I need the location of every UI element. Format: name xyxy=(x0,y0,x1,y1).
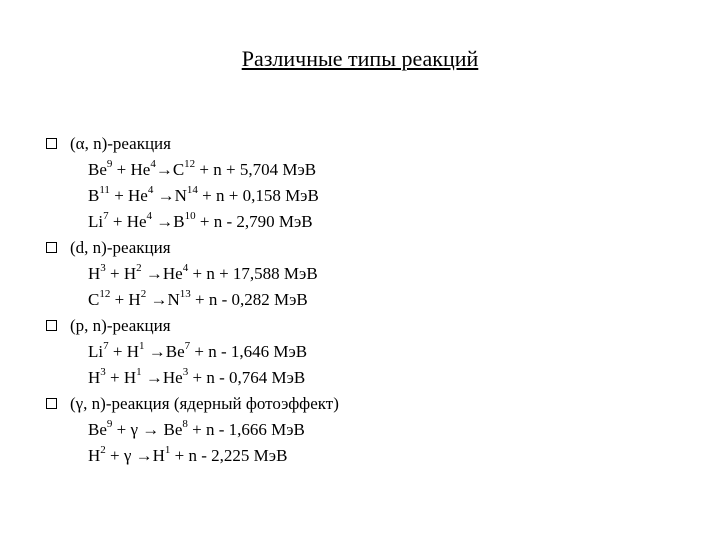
reaction-equation: $Li^7 + He^4 \to B^{10} + n - 2,790$ МэВ xyxy=(88,210,313,231)
mass-number: 1 xyxy=(136,366,142,379)
reaction-equation: $H^3 + H^2 \to He^4 + n + 17,588$ МэВ xyxy=(88,262,318,283)
mass-number: 9 xyxy=(106,158,113,171)
section-heading-text: (p, n)-реакция xyxy=(70,316,171,335)
mass-number: 13 xyxy=(179,288,191,301)
mass-number: 4 xyxy=(146,210,153,223)
mass-number: 7 xyxy=(103,210,109,223)
mass-number: 9 xyxy=(106,418,113,431)
mass-number: 12 xyxy=(184,158,196,171)
reaction-equation: $Be^9 + He^4\to C^{12} + n + 5,704$ МэВ xyxy=(88,158,317,179)
reaction-equation: $Be^9 + \gamma \to Be^8 + n - 1,666$ МэВ xyxy=(88,418,305,439)
square-bullet-icon xyxy=(46,242,57,253)
reaction-equation: $B^{11} + He^4 \to N^{14} + n + 0,158$ МэВ xyxy=(88,184,319,205)
mass-number: 8 xyxy=(182,418,188,431)
reaction-equation: $H^3 + H^1 \to He^3 + n - 0,764$ МэВ xyxy=(88,366,306,387)
section-heading xyxy=(46,131,706,157)
section-heading xyxy=(46,313,706,339)
mass-number: 2 xyxy=(136,262,142,275)
mass-number: 10 xyxy=(184,210,196,223)
square-bullet-icon xyxy=(46,398,57,409)
section-heading-text: (d, n)-реакция xyxy=(70,238,171,257)
section-heading xyxy=(46,235,706,261)
mass-number: 2 xyxy=(100,444,106,457)
slide-title: Различные типы реакций xyxy=(241,46,479,71)
mass-number: 11 xyxy=(99,184,110,197)
reaction-list xyxy=(46,131,706,469)
mass-number: 1 xyxy=(164,444,171,457)
mass-number: 3 xyxy=(100,366,106,379)
mass-number: 1 xyxy=(138,340,145,353)
square-bullet-icon xyxy=(46,138,57,149)
section-heading-text: (α, n)-реакция xyxy=(70,134,171,153)
mass-number: 4 xyxy=(150,158,156,171)
mass-number: 7 xyxy=(184,340,191,353)
mass-number: 4 xyxy=(182,262,189,275)
mass-number: 12 xyxy=(99,288,111,301)
mass-number: 3 xyxy=(182,366,189,379)
reaction-equation: $Li^7 + H^1 \to Be^7 + n - 1,646$ МэВ xyxy=(88,340,308,361)
square-bullet-icon xyxy=(46,320,57,331)
mass-number: 3 xyxy=(100,262,106,275)
section-heading-text: (γ, n)-реакция (ядерный фотоэффект) xyxy=(70,394,339,413)
mass-number: 4 xyxy=(147,184,154,197)
reaction-equation: $H^2 + \gamma \to H^1 + n - 2,225$ МэВ xyxy=(88,444,288,465)
mass-number: 14 xyxy=(186,184,198,197)
reaction-equation: $C^{12} + H^2 \to N^{13} + n - 0,282$ МэВ xyxy=(88,288,308,309)
mass-number: 7 xyxy=(103,340,109,353)
mass-number: 2 xyxy=(140,288,147,301)
section-heading xyxy=(46,391,706,417)
